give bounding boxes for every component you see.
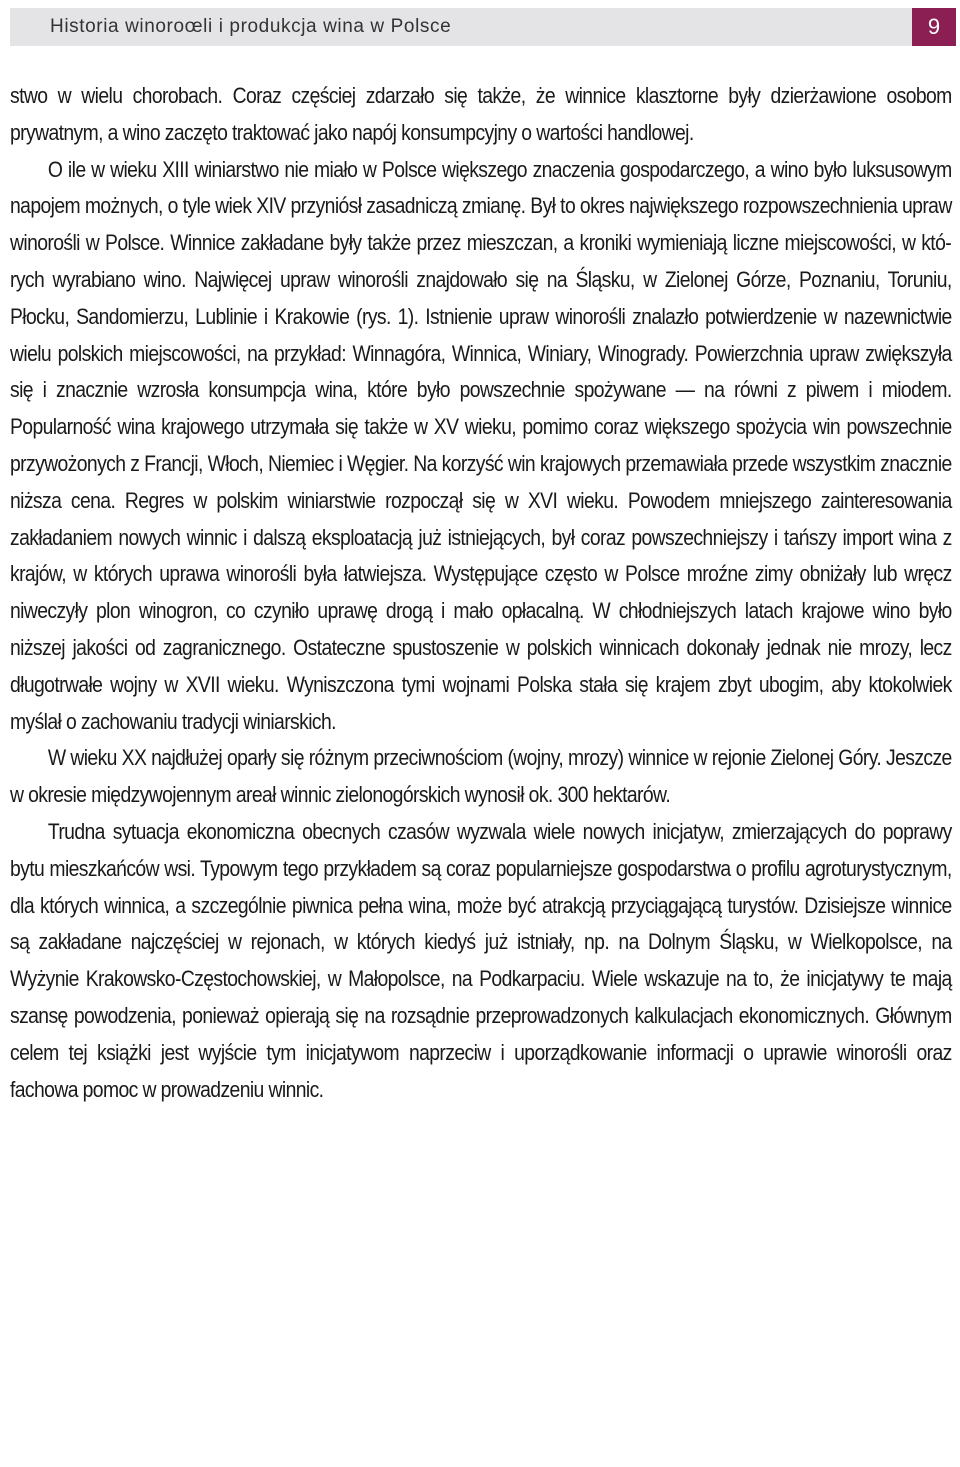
running-header-title: Historia winoroœli i produkcja wina w Polsce	[50, 16, 452, 37]
paragraph-4: Trudna sytuacja ekonomiczna obecnych czasów wyzwala wiele nowych inicjatyw, zmierzających do poprawy bytu mieszkańców wsi. Typowym tego przykładem są coraz popularniejsze gospodarstwa o profilu agroturystycznym, dla których winnica, a szczególnie piwnica pełna wina, może być atrakcją przyciągającą turystów. Dzisiejsze winnice są zakładane najczęściej w rejonach, w których kiedyś już istniały, np. na Dolnym Śląsku, w Wielkopolsce, na Wyżynie Krakowsko-Częstochowskiej, w Małopolsce, na Podkarpaciu. Wiele wskazuje na to, że inicjatywy te mają szansę powodzenia, ponieważ opierają się na rozsądnie przeprowadzonych kalkulacjach ekonomicznych. Głównym celem tej książki jest wyjście tym inicjatywom naprzeciw i uporządkowanie informacji o uprawie winorośli oraz fachowa pomoc w prowadzeniu winnic.	[10, 818, 952, 1102]
paragraph-2: O ile w wieku XIII winiarstwo nie miało w Polsce większego znaczenia gospodarczego, a wino było luksusowym napojem możnych, o tyle wiek XIV przyniósł zasadniczą zmianę. Był to okres największego rozpowszechnienia upraw winorośli w Polsce. Winnice zakładane były także przez mieszczan, a kroniki wymieniają liczne miejscowości, w których wyrabiano wino. Najwięcej upraw winorośli znajdowało się na Śląsku, w Zielonej Górze, Poznaniu, Toruniu, Płocku, Sandomierzu, Lublinie i Krakowie (rys. 1). Istnienie upraw winorośli znalazło potwierdzenie w nazewnictwie wielu polskich miejscowości, na przykład: Winnagóra, Winnica, Winiary, Winogrady. Powierzchnia upraw zwiększyła się i znacznie wzrosła konsumpcja wina, które było powszechnie spożywane — na równi z piwem i miodem. Popularność wina krajowego utrzymała się także w XV wieku, pomimo coraz większego spożycia win powszechnie przywożonych z Francji, Włoch, Niemiec i Węgier. Na korzyść win krajowych przemawiała przede wszystkim znacznie niższa cena. Regres w polskim winiarstwie rozpoczął się w XVI wieku. Powodem mniejszego zainteresowania zakładaniem nowych winnic i dalszą eksploatacją już istniejących, był coraz powszechniejszy i tańszy import wina z krajów, w których uprawa winorośli była łatwiejsza. Występujące często w Polsce mroźne zimy obniżały lub wręcz niweczyły plon winogron, co czyniło uprawę drogą i mało opłacalną. W chłodniejszych latach krajowe wino było niższej jakości od zagranicznego. Ostateczne spustoszenie w polskich winnicach dokonały jednak nie mrozy, lecz długotrwałe wojny w XVII wieku. Wyniszczona tymi wojnami Polska stała się krajem zbyt ubogim, aby ktokolwiek myślał o zachowaniu tradycji winiarskich.	[10, 156, 952, 734]
body-text	[10, 78, 952, 1108]
page-number: 9	[912, 8, 956, 46]
running-header	[10, 8, 956, 46]
paragraph-3: W wieku XX najdłużej oparły się różnym przeciwnościom (wojny, mrozy) winnice w rejonie Zielonej Góry. Jeszcze w okresie międzywojennym areał winnic zielonogórskich wynosił ok. 300 hektarów.	[10, 745, 952, 808]
paragraph-1: stwo w wielu chorobach. Coraz częściej zdarzało się także, że winnice klasztorne były dzierżawione osobom prywatnym, a wino zaczęto traktować jako napój konsumpcyjny o wartości handlowej.	[10, 83, 952, 145]
